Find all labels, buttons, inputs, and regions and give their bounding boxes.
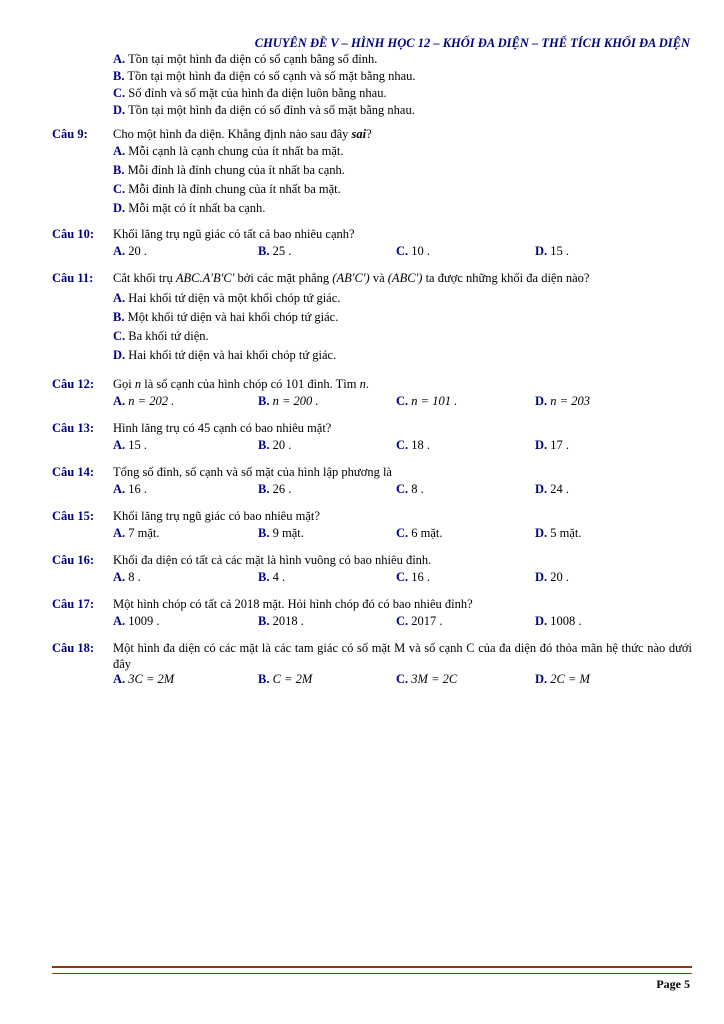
- option-c: C. 10 .: [396, 244, 431, 258]
- question-12: [52, 377, 692, 411]
- option-b: B. Tồn tại một hình đa diện có số cạnh và số mặt bằng nhau.: [113, 69, 416, 83]
- option-c: C. 3M = 2C: [396, 672, 458, 687]
- options-row: [113, 482, 692, 499]
- question-17: [52, 597, 692, 631]
- option-b: B. 26 .: [258, 482, 292, 496]
- option-d: D. 5 mặt.: [535, 526, 582, 540]
- option-a: A. 1009 .: [113, 614, 160, 628]
- question-text: Khối lăng trụ ngũ giác có tất cả bao nhiêu cạnh?: [113, 227, 355, 241]
- question-10: [52, 227, 692, 261]
- question-14: [52, 465, 692, 499]
- question-text: Một hình chóp có tất cả 2018 mặt. Hỏi hình chóp đó có bao nhiêu đỉnh?: [113, 597, 473, 611]
- question-label: Câu 14:: [52, 465, 95, 479]
- option-d: D. 2C = M: [535, 672, 590, 687]
- option-a: A. Mỗi cạnh là cạnh chung của ít nhất ba mặt.: [113, 144, 344, 158]
- option-b: B. Một khối tứ diện và hai khối chóp tứ giác.: [113, 310, 339, 324]
- option-b: B. 9 mặt.: [258, 526, 304, 540]
- question-11: [52, 271, 692, 367]
- question-text: Cho một hình đa diện. Khẳng định nào sau đây sai?: [113, 127, 372, 141]
- document-body: [52, 52, 692, 689]
- question-label: Câu 18:: [52, 641, 95, 655]
- option-b: B. 4 .: [258, 570, 286, 584]
- option-c: C. Mỗi đỉnh là đỉnh chung của ít nhất ba mặt.: [113, 182, 341, 196]
- option-a: A. 7 mặt.: [113, 526, 160, 540]
- option-d: D. 15 .: [535, 244, 570, 258]
- option-d: D. 24 .: [535, 482, 570, 496]
- option-d: D. Hai khối tứ diện và hai khối chóp tứ giác.: [113, 348, 337, 362]
- options-row: [113, 394, 692, 411]
- option-b: B. C = 2M: [258, 672, 313, 687]
- question-text: Khối lăng trụ ngũ giác có bao nhiêu mặt?: [113, 509, 320, 523]
- question-label: Câu 9:: [52, 127, 88, 141]
- question-label: Câu 10:: [52, 227, 95, 241]
- option-d: D. 1008 .: [535, 614, 582, 628]
- question-text: Một hình đa diện có các mặt là các tam giác có số mặt M và số cạnh C của đa diện đó thỏa mãn hệ thức nào dưới đây: [113, 641, 692, 671]
- options-row: [113, 672, 692, 689]
- option-c: C. n = 101 .: [396, 394, 458, 408]
- option-b: B. 2018 .: [258, 614, 304, 628]
- prev-question-options: [113, 52, 692, 120]
- option-c: C. 8 .: [396, 482, 424, 496]
- option-a: A. n = 202 .: [113, 394, 175, 408]
- option-d: D. Mỗi mặt có ít nhất ba cạnh.: [113, 201, 266, 215]
- question-label: Câu 15:: [52, 509, 95, 523]
- option-c: C. 18 .: [396, 438, 431, 452]
- option-d: D. 20 .: [535, 570, 570, 584]
- options-row: [113, 526, 692, 543]
- question-13: [52, 421, 692, 455]
- option-a: A. Tồn tại một hình đa diện có số cạnh bằng số đỉnh.: [113, 52, 378, 66]
- options-row: [113, 244, 692, 261]
- question-18: [52, 641, 692, 689]
- option-a: A. 8 .: [113, 570, 141, 584]
- options-row: [113, 570, 692, 587]
- option-c: C. Số đỉnh và số mặt của hình đa diện luôn bằng nhau.: [113, 86, 387, 100]
- option-c: C. 2017 .: [396, 614, 443, 628]
- option-c: C. 16 .: [396, 570, 431, 584]
- option-a: A. 15 .: [113, 438, 148, 452]
- question-label: Câu 11:: [52, 271, 94, 285]
- option-c: C. 6 mặt.: [396, 526, 443, 540]
- option-a: A. 20 .: [113, 244, 148, 258]
- footer-divider: [52, 966, 692, 974]
- question-label: Câu 12:: [52, 377, 95, 391]
- page-header: CHUYÊN ĐỀ V – HÌNH HỌC 12 – KHỐI ĐA DIỆN – THỂ TÍCH KHỐI ĐA DIỆN: [254, 36, 690, 50]
- option-b: B. Mỗi đỉnh là đỉnh chung của ít nhất ba cạnh.: [113, 163, 345, 177]
- option-b: B. n = 200 .: [258, 394, 319, 408]
- options-row: [113, 614, 692, 631]
- question-text: Khối đa diện có tất cả các mặt là hình vuông có bao nhiêu đỉnh.: [113, 553, 432, 567]
- question-text: Gọi n là số cạnh của hình chóp có 101 đỉnh. Tìm n.: [113, 377, 369, 391]
- option-a: A. Hai khối tứ diện và một khối chóp tứ giác.: [113, 291, 341, 305]
- question-label: Câu 16:: [52, 553, 95, 567]
- question-label: Câu 13:: [52, 421, 95, 435]
- option-b: B. 20 .: [258, 438, 292, 452]
- question-text: Hình lăng trụ có 45 cạnh có bao nhiêu mặt?: [113, 421, 332, 435]
- option-d: D. Tồn tại một hình đa diện có số đỉnh và số mặt bằng nhau.: [113, 103, 415, 117]
- option-a: A. 16 .: [113, 482, 148, 496]
- option-d: D. 17 .: [535, 438, 570, 452]
- page-number: Page 5: [656, 977, 690, 991]
- question-9: [52, 127, 692, 220]
- options-row: [113, 438, 692, 455]
- question-text: Tổng số đỉnh, số cạnh và số mặt của hình lập phương là: [113, 465, 392, 479]
- option-a: A. 3C = 2M: [113, 672, 175, 687]
- question-16: [52, 553, 692, 587]
- question-text: Cắt khối trụ ABC.A′B′C′ bởi các mặt phẳng (AB′C′) và (ABC′) ta được những khối đa diện nào?: [113, 271, 590, 285]
- option-c: C. Ba khối tứ diện.: [113, 329, 209, 343]
- option-b: B. 25 .: [258, 244, 292, 258]
- question-15: [52, 509, 692, 543]
- question-label: Câu 17:: [52, 597, 95, 611]
- option-d: D. n = 203: [535, 394, 590, 408]
